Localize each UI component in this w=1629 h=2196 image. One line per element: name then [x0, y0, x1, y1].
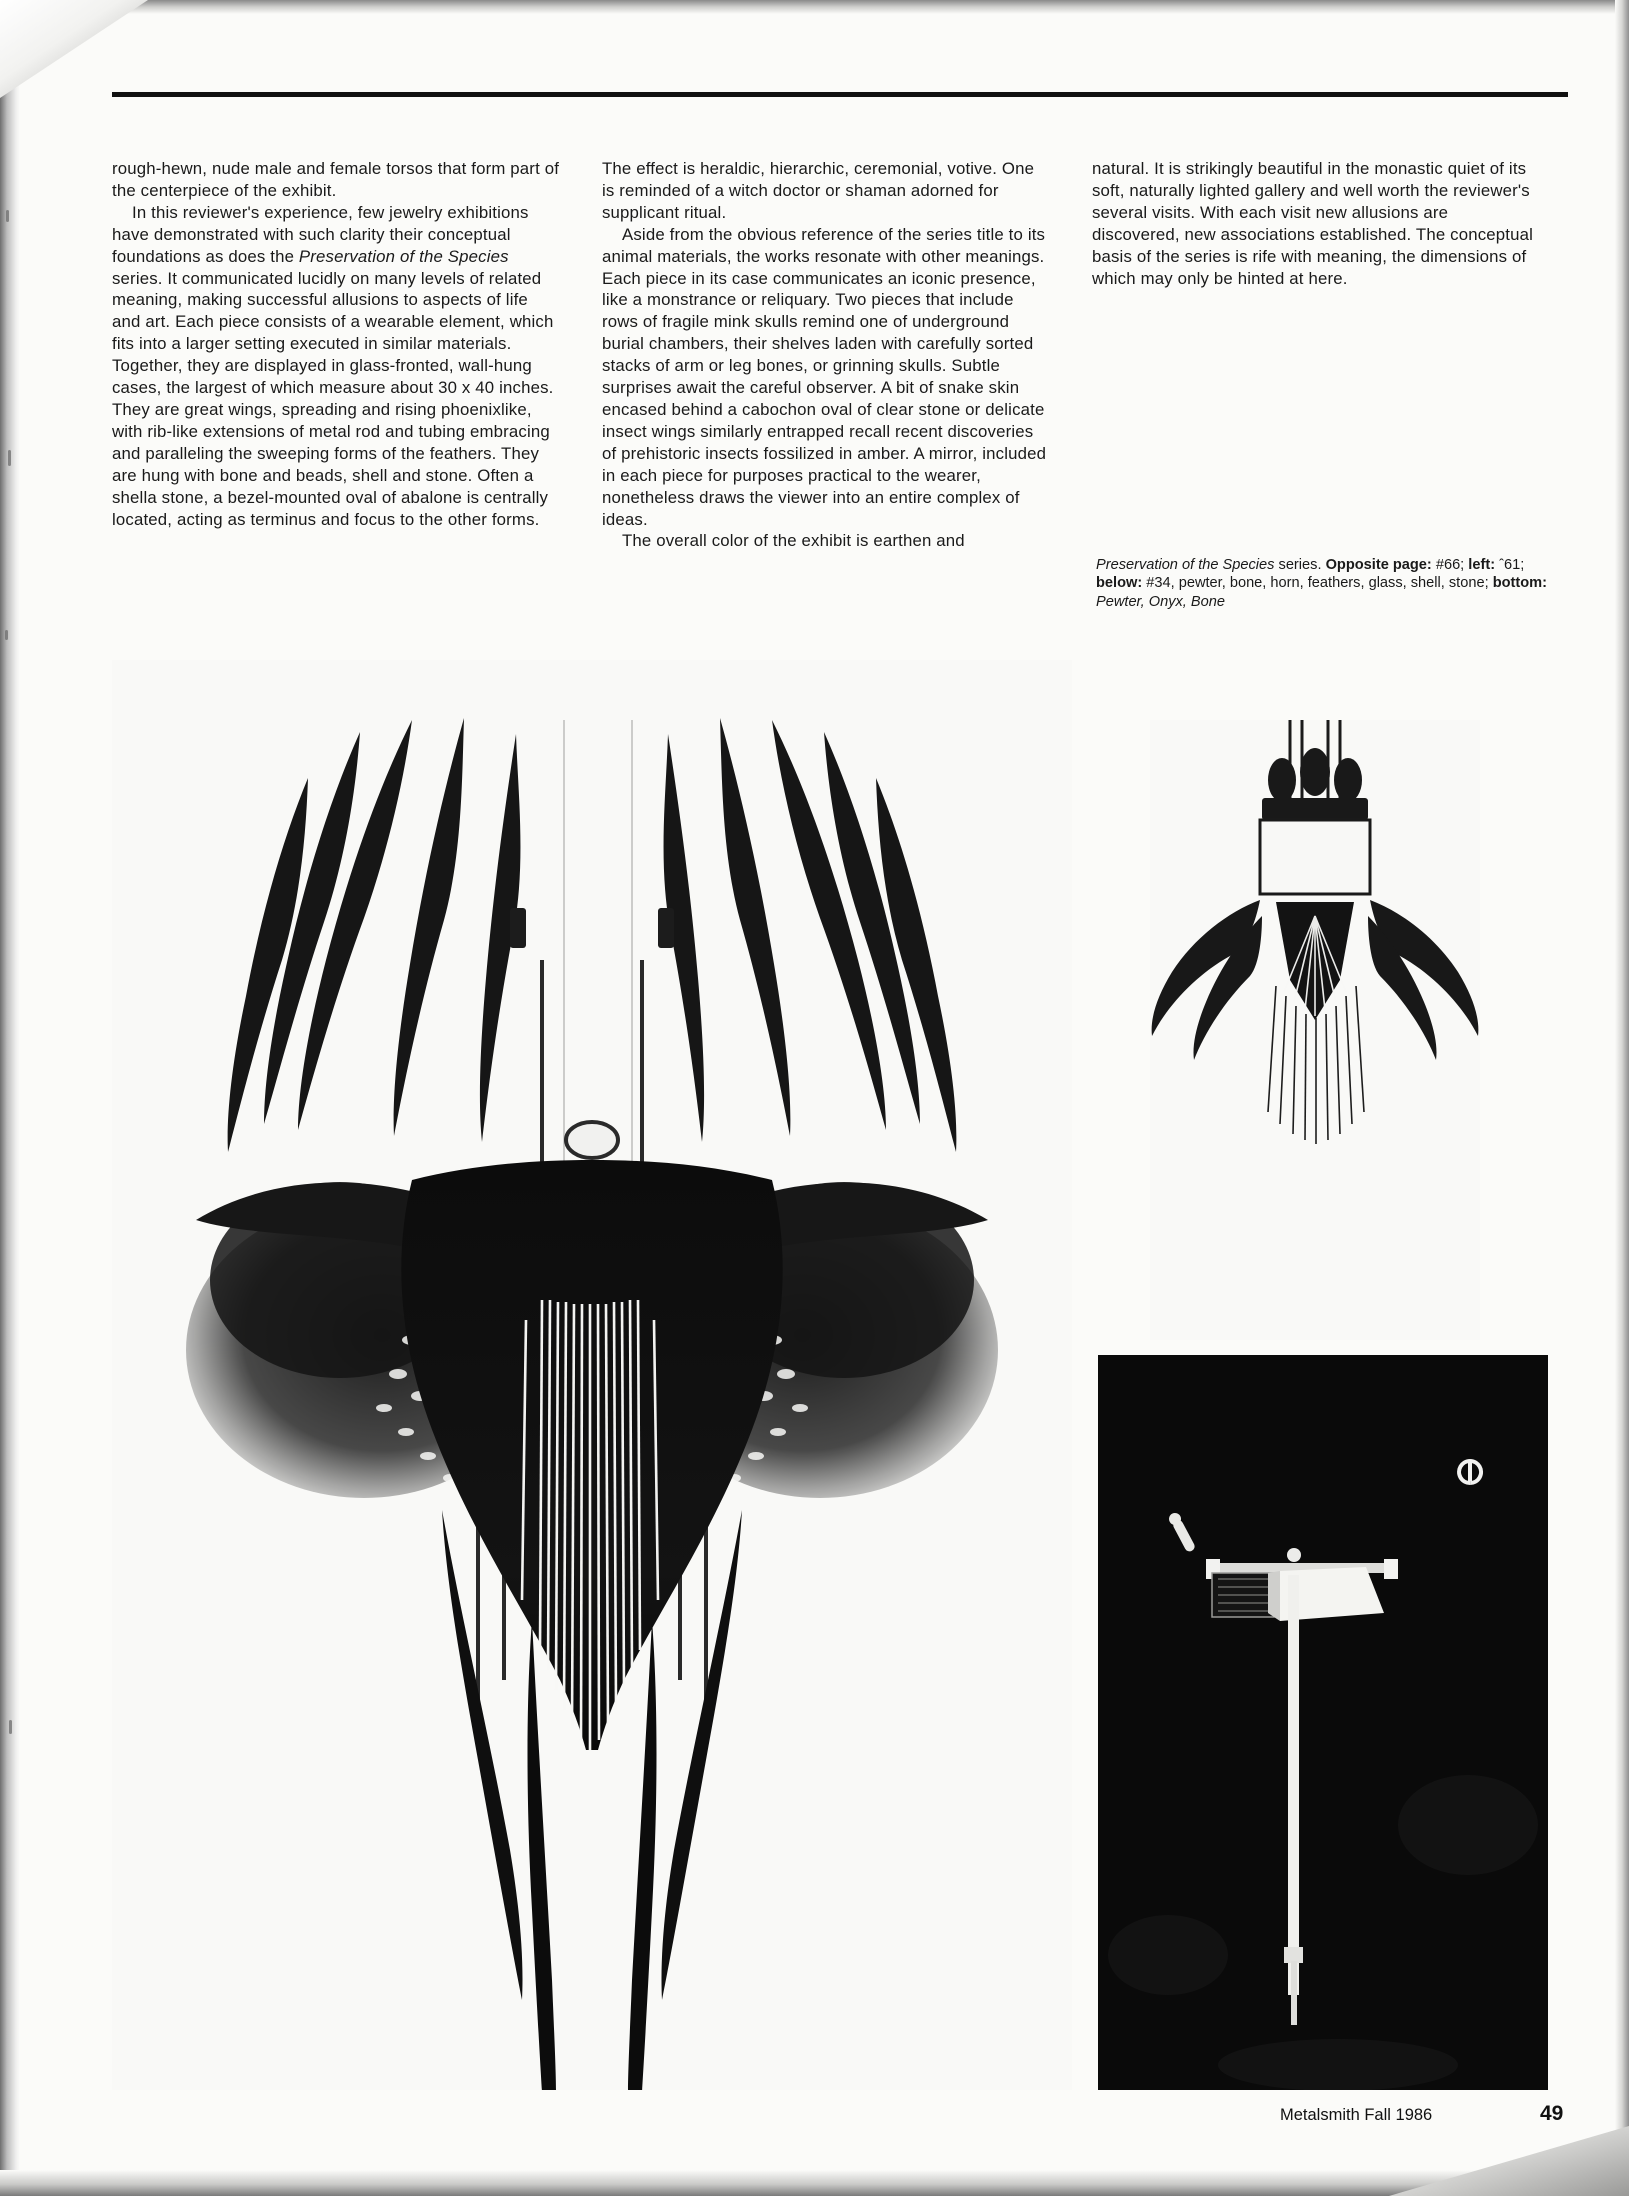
text-run: Aside from the obvious reference of the series title to its animal materials, the works resonate with other meanings. Each piece in its case communicates an iconic presence, like a monstrance or reliquary. Two pieces that include rows of fragile mink skulls remind one of underground burial chambers, their shelves laden with carefully sorted stacks of arm or leg bones, or grinning skulls. Subtle surprises await the careful observer. A bit of snake skin encased behind a cabochon oval of clear stone or delicate insect wings similarly entrapped recall recent discoveries of prehistoric insects fossilized in amber. A mirror, included in each piece for purposes practical to the wearer, nonetheless draws the viewer into an entire complex of ideas. [602, 224, 1047, 529]
page-edge-left [0, 0, 20, 2196]
page-number: 49 [1540, 2102, 1564, 2125]
paragraph [112, 158, 560, 202]
paragraph [602, 530, 1050, 552]
paper-fleck [9, 1720, 12, 1734]
text-column-2 [602, 158, 1050, 552]
text-column-3 [1092, 158, 1540, 552]
text-run: below: [1096, 575, 1143, 592]
figure-bottom-right-photo [1098, 1355, 1548, 2090]
page-edge-bottom [0, 2170, 1629, 2196]
text-run: The effect is heraldic, hierarchic, ceremonial, votive. One is reminded of a witch doctor or shaman adorned for supplicant ritual. [602, 159, 1035, 222]
figure-caption [1096, 556, 1558, 611]
paragraph [112, 202, 560, 531]
text-run: Opposite page: [1325, 557, 1432, 573]
paragraph [602, 158, 1050, 224]
text-run: Preservation of the Species [1096, 557, 1275, 573]
text-run: series. It communicated lucidly on many levels of related meaning, making successful allusions to aspects of life and art. Each piece consists of a wearable element, which fits into a larger setting executed in similar materials. Together, they are displayed in glass-fronted, wall-hung cases, the largest of which measure about 30 x 40 inches. They are great wings, spreading and rising phoenixlike, with rib-like extensions of metal rod and tubing embracing and paralleling the sweeping forms of the feathers. They are hung with bone and beads, shell and stone. Often a shella stone, a bezel-mounted oval of abalone is centrally located, acting as terminus and focus to the other forms. [112, 268, 554, 529]
text-run: #66; [1431, 557, 1469, 573]
text-run: ˆ61; [1495, 557, 1525, 573]
paper-fleck [5, 630, 8, 640]
text-run: rough-hewn, nude male and female torsos that form part of the centerpiece of the exhibit. [112, 159, 560, 200]
text-run: natural. It is strikingly beautiful in the monastic quiet of its soft, naturally lighted gallery and well worth the reviewer's several visits. With each visit new allusions are discovered, new associations established. The conceptual basis of the series is rife with meaning, the dimensions of which may only be hinted at here. [1092, 159, 1534, 288]
paragraph [1092, 158, 1540, 289]
text-run: series. [1274, 557, 1326, 573]
text-run: Preservation of the Species [298, 246, 509, 266]
paper-fleck [6, 210, 9, 222]
figure-main-photo [112, 660, 1072, 2090]
text-run: left: [1468, 557, 1496, 573]
text-run: In this reviewer's experience, few jewelry exhibitions have demonstrated with such clarity their conceptual foundations as does the [112, 202, 529, 266]
text-run: Pewter, Onyx, Bone [1096, 593, 1225, 610]
text-run: #34, pewter, bone, horn, feathers, glass, shell, stone; [1142, 575, 1493, 592]
page-edge-right [1615, 0, 1629, 2196]
page-edge-top [0, 0, 1629, 14]
publication-footer: Metalsmith Fall 1986 [1280, 2106, 1433, 2124]
paragraph [602, 224, 1050, 531]
text-column-1 [112, 158, 560, 552]
text-run: bottom: [1492, 575, 1547, 592]
article-body [112, 158, 1572, 552]
paper-fleck [8, 450, 11, 466]
header-rule [112, 92, 1568, 97]
text-run: The overall color of the exhibit is earthen and [622, 531, 965, 551]
figure-top-right-photo [1150, 720, 1480, 1340]
